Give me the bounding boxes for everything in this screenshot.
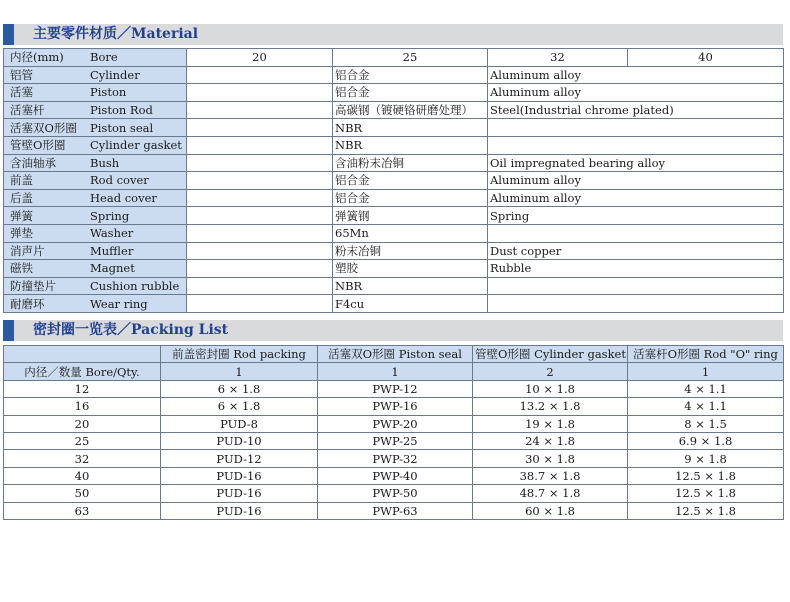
material-cn-cell: 铝合金 (333, 66, 488, 84)
material-en-cell (488, 119, 784, 137)
packing-header-row (4, 346, 784, 363)
material-row (4, 154, 784, 172)
part-name-cn: 铝管 (10, 67, 33, 82)
material-row (4, 260, 784, 278)
packing-cell: 9 × 1.8 (628, 450, 784, 467)
material-cn-cell: 塑胶 (333, 260, 488, 278)
part-name-cn: 磁铁 (10, 261, 33, 276)
material-spacer-cell (187, 119, 333, 137)
part-name-cell (4, 101, 187, 119)
part-name-cell (4, 207, 187, 225)
material-en-cell (488, 277, 784, 295)
packing-row (4, 485, 784, 502)
material-row (4, 189, 784, 207)
bore-size-cell: 40 (628, 49, 784, 67)
material-cn-cell: 65Mn (333, 224, 488, 242)
material-cn-cell: NBR (333, 119, 488, 137)
packing-cell: PUD-8 (161, 415, 318, 432)
material-en-cell: Aluminum alloy (488, 172, 784, 190)
packing-row (4, 380, 784, 397)
part-name-cell (4, 136, 187, 154)
part-name-cell (4, 119, 187, 137)
part-name-en: Cylinder gasket (90, 138, 182, 153)
material-table (3, 48, 784, 313)
material-row (4, 224, 784, 242)
packing-row (4, 415, 784, 432)
part-name-cn: 防撞垫片 (10, 279, 56, 294)
packing-cell: PUD-12 (161, 450, 318, 467)
material-cn-cell: NBR (333, 277, 488, 295)
material-spacer-cell (187, 172, 333, 190)
bore-size-cell: 32 (488, 49, 628, 67)
material-en-cell: Dust copper (488, 242, 784, 260)
packing-cell: 38.7 × 1.8 (473, 467, 628, 484)
part-name-cell (4, 84, 187, 102)
material-section-header (3, 24, 783, 45)
material-spacer-cell (187, 207, 333, 225)
material-spacer-cell (187, 84, 333, 102)
material-en-cell: Rubble (488, 260, 784, 278)
material-row (4, 242, 784, 260)
packing-cell: 48.7 × 1.8 (473, 485, 628, 502)
material-spacer-cell (187, 136, 333, 154)
bore-label-cn: 内径(mm) (10, 50, 64, 65)
bore-size-cell: 25 (333, 49, 488, 67)
packing-row (4, 450, 784, 467)
part-name-cell (4, 154, 187, 172)
packing-cell: 24 × 1.8 (473, 432, 628, 449)
material-spacer-cell (187, 242, 333, 260)
material-cn-cell: 含油粉末冶铜 (333, 154, 488, 172)
material-en-cell (488, 295, 784, 313)
packing-header-cell: 管壁O形圈 Cylinder gasket (473, 346, 628, 363)
part-name-cn: 消声片 (10, 243, 45, 258)
material-spacer-cell (187, 224, 333, 242)
part-name-cell (4, 295, 187, 313)
bore-header-row (4, 49, 784, 67)
packing-cell: PUD-10 (161, 432, 318, 449)
packing-cell: 40 (4, 467, 161, 484)
part-name-cn: 活塞 (10, 85, 33, 100)
packing-cell: 12.5 × 1.8 (628, 485, 784, 502)
part-name-cell (4, 66, 187, 84)
part-name-en: Piston seal (90, 120, 154, 135)
packing-cell: 13.2 × 1.8 (473, 398, 628, 415)
packing-row (4, 467, 784, 484)
packing-cell: 4 × 1.1 (628, 380, 784, 397)
packing-cell: PWP-50 (318, 485, 473, 502)
part-name-en: Wear ring (90, 296, 148, 311)
part-name-en: Spring (90, 208, 130, 223)
material-cn-cell: 粉末冶铜 (333, 242, 488, 260)
packing-cell: 25 (4, 432, 161, 449)
packing-cell: PUD-16 (161, 485, 318, 502)
packing-cell: PUD-16 (161, 502, 318, 519)
part-name-cn: 弹垫 (10, 226, 33, 241)
packing-cell: 30 × 1.8 (473, 450, 628, 467)
packing-qty-cell: 2 (473, 363, 628, 380)
packing-cell: 6.9 × 1.8 (628, 432, 784, 449)
packing-table (3, 345, 784, 520)
packing-row (4, 432, 784, 449)
packing-qty-cell: 内径／数量 Bore/Qty. (4, 363, 161, 380)
material-row (4, 66, 784, 84)
material-row (4, 295, 784, 313)
material-cn-cell: 高碳钢（镀硬铬研磨处理） (333, 101, 488, 119)
part-name-cn: 活塞杆 (10, 103, 45, 118)
packing-cell: 6 × 1.8 (161, 398, 318, 415)
packing-cell: 4 × 1.1 (628, 398, 784, 415)
material-en-cell: Oil impregnated bearing alloy (488, 154, 784, 172)
packing-qty-cell: 1 (628, 363, 784, 380)
material-en-cell (488, 224, 784, 242)
packing-qty-cell: 1 (318, 363, 473, 380)
part-name-cell (4, 224, 187, 242)
material-spacer-cell (187, 295, 333, 313)
packing-qty-row (4, 363, 784, 380)
material-row (4, 101, 784, 119)
material-cn-cell: 铝合金 (333, 189, 488, 207)
part-name-en: Head cover (90, 191, 157, 206)
material-spacer-cell (187, 260, 333, 278)
packing-qty-cell: 1 (161, 363, 318, 380)
part-name-cell (4, 172, 187, 190)
packing-cell: PWP-32 (318, 450, 473, 467)
packing-cell: PWP-25 (318, 432, 473, 449)
packing-header-cell: 活塞杆O形圈 Rod "O" ring (628, 346, 784, 363)
material-cn-cell: 弹簧钢 (333, 207, 488, 225)
material-row (4, 84, 784, 102)
part-name-cn: 活塞双O形圈 (10, 120, 77, 135)
part-name-cell (4, 260, 187, 278)
part-name-en: Bush (90, 155, 120, 170)
packing-row (4, 502, 784, 519)
material-spacer-cell (187, 189, 333, 207)
part-name-cn: 弹簧 (10, 208, 33, 223)
part-name-cn: 后盖 (10, 191, 33, 206)
part-name-en: Cylinder (90, 67, 140, 82)
material-en-cell: Spring (488, 207, 784, 225)
packing-cell: 12 (4, 380, 161, 397)
material-spacer-cell (187, 66, 333, 84)
bore-label-cell (4, 49, 187, 67)
packing-cell: 12.5 × 1.8 (628, 502, 784, 519)
material-spacer-cell (187, 154, 333, 172)
part-name-en: Cushion rubble (90, 279, 180, 294)
part-name-cell (4, 277, 187, 295)
material-en-cell (488, 136, 784, 154)
bore-size-cell: 20 (187, 49, 333, 67)
part-name-en: Piston Rod (90, 103, 153, 118)
material-spacer-cell (187, 277, 333, 295)
packing-cell: 12.5 × 1.8 (628, 467, 784, 484)
part-name-en: Muffler (90, 243, 134, 258)
section-accent-bar (3, 320, 14, 341)
section-accent-bar (3, 24, 14, 45)
part-name-cn: 前盖 (10, 173, 33, 188)
packing-header-cell (4, 346, 161, 363)
packing-cell: PWP-20 (318, 415, 473, 432)
packing-cell: 32 (4, 450, 161, 467)
material-row (4, 136, 784, 154)
packing-row (4, 398, 784, 415)
bore-label-en: Bore (90, 50, 118, 65)
packing-header-cell: 活塞双O形圈 Piston seal (318, 346, 473, 363)
material-row (4, 119, 784, 137)
part-name-cn: 含油轴承 (10, 155, 56, 170)
material-cn-cell: 铝合金 (333, 172, 488, 190)
material-row (4, 207, 784, 225)
packing-cell: 63 (4, 502, 161, 519)
packing-cell: PWP-40 (318, 467, 473, 484)
material-cn-cell: 铝合金 (333, 84, 488, 102)
part-name-en: Piston (90, 85, 127, 100)
packing-cell: PWP-16 (318, 398, 473, 415)
packing-cell: 8 × 1.5 (628, 415, 784, 432)
material-row (4, 172, 784, 190)
material-cn-cell: NBR (333, 136, 488, 154)
packing-cell: PUD-16 (161, 467, 318, 484)
packing-section-header (3, 320, 783, 341)
part-name-cell (4, 242, 187, 260)
packing-cell: 16 (4, 398, 161, 415)
part-name-en: Washer (90, 226, 134, 241)
packing-cell: 10 × 1.8 (473, 380, 628, 397)
packing-cell: 50 (4, 485, 161, 502)
part-name-en: Magnet (90, 261, 135, 276)
part-name-cn: 管壁O形圈 (10, 138, 66, 153)
packing-cell: 6 × 1.8 (161, 380, 318, 397)
packing-section-title: 密封圈一览表／Packing List (33, 322, 229, 338)
packing-header-cell: 前盖密封圈 Rod packing (161, 346, 318, 363)
packing-cell: 19 × 1.8 (473, 415, 628, 432)
material-cn-cell: F4cu (333, 295, 488, 313)
material-en-cell: Aluminum alloy (488, 66, 784, 84)
material-en-cell: Steel(Industrial chrome plated) (488, 101, 784, 119)
material-spacer-cell (187, 101, 333, 119)
material-row (4, 277, 784, 295)
material-en-cell: Aluminum alloy (488, 189, 784, 207)
part-name-en: Rod cover (90, 173, 149, 188)
packing-cell: PWP-63 (318, 502, 473, 519)
packing-cell: PWP-12 (318, 380, 473, 397)
part-name-cn: 耐磨环 (10, 296, 45, 311)
material-section-title: 主要零件材质／Material (33, 26, 199, 42)
packing-cell: 60 × 1.8 (473, 502, 628, 519)
material-en-cell: Aluminum alloy (488, 84, 784, 102)
part-name-cell (4, 189, 187, 207)
packing-cell: 20 (4, 415, 161, 432)
